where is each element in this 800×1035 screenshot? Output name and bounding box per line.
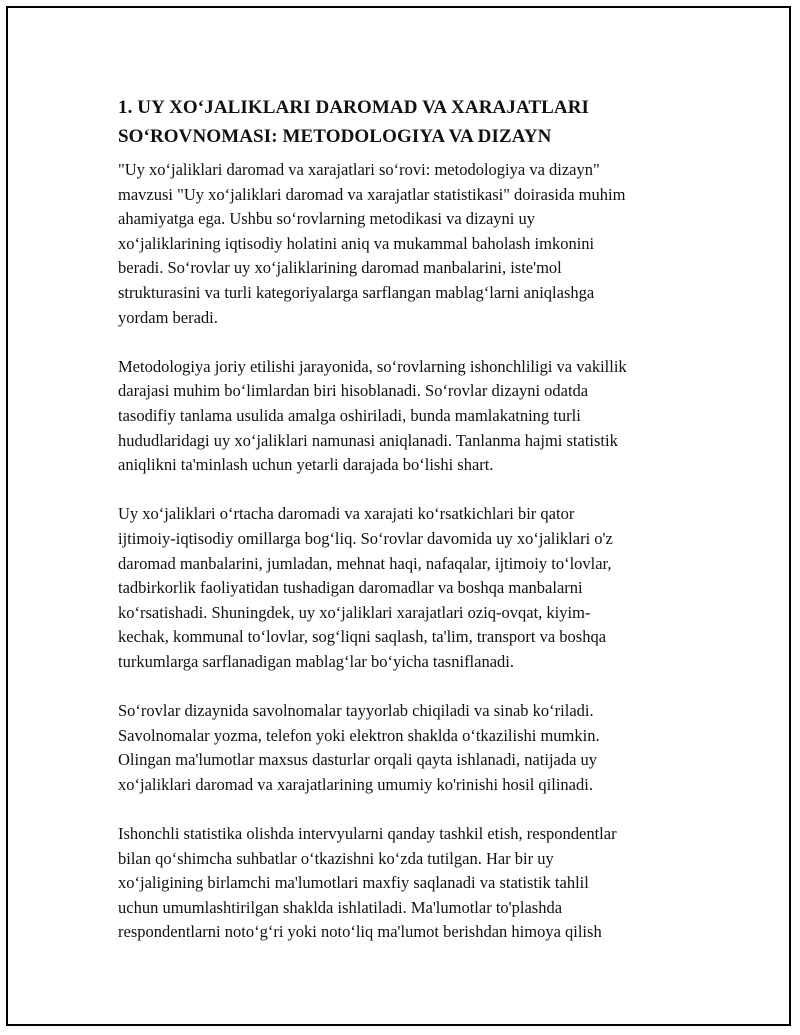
document-title [118,93,690,151]
text-line: tadbirkorlik faoliyatidan tushadigan daromadlar va boshqa manbalarni [118,578,583,598]
text-line: darajasi muhim bo‘limlardan biri hisoblanadi. So‘rovlar dizayni odatda [118,381,589,401]
text-line: Ishonchli statistika olishda intervyularni qanday tashkil etish, respondentlar [118,824,617,844]
text-line: kechak, kommunal to‘lovlar, sog‘liqni saqlash, ta'lim, transport va boshqa [118,627,607,647]
paragraph-5 [118,822,690,945]
text-line: xo‘jaligining birlamchi ma'lumotlari maxfiy saqlanadi va statistik tahlil [118,873,589,893]
text-line: ahamiyatga ega. Ushbu so‘rovlarning metodikasi va dizayni uy [118,209,535,229]
text-line: xo‘jaliklari daromad va xarajatlarining umumiy ko'rinishi hosil qilinadi. [118,774,593,794]
text-line: ijtimoiy-iqtisodiy omillarga bog‘liq. So‘rovlar davomida uy xo‘jaliklari o'z [118,528,613,548]
text-line: ko‘rsatishadi. Shuningdek, uy xo‘jaliklari xarajatlari oziq-ovqat, kiyim- [118,602,591,622]
text-line: hududlaridagi uy xo‘jaliklari namunasi aniqlanadi. Tanlanma hajmi statistik [118,430,618,450]
title-line-1: 1. UY XO‘JALIKLARI DAROMAD VA XARAJATLARI [118,97,590,118]
document-body [118,93,690,970]
text-line: tasodifiy tanlama usulida amalga oshiriladi, bunda mamlakatning turli [118,405,581,425]
text-line: bilan qo‘shimcha suhbatlar o‘tkazishni ko‘zda tutilgan. Har bir uy [118,848,554,868]
paragraph-3 [118,502,690,674]
text-line: aniqlikni ta'minlash uchun yetarli darajada bo‘lishi shart. [118,455,494,475]
text-line: uchun umumlashtirilgan shaklda ishlatiladi. Ma'lumotlar to'plashda [118,897,563,917]
text-line: Metodologiya joriy etilishi jarayonida, so‘rovlarning ishonchliligi va vakillik [118,356,627,376]
text-line: yordam beradi. [118,307,218,327]
text-line: xo‘jaliklarining iqtisodiy holatini aniq va mukammal baholash imkonini [118,233,595,253]
text-line: daromad manbalarini, jumladan, mehnat haqi, nafaqalar, ijtimoiy to‘lovlar, [118,553,612,573]
text-line: Uy xo‘jaliklari o‘rtacha daromadi va xarajati ko‘rsatkichlari bir qator [118,504,575,524]
paragraph-4 [118,699,690,797]
text-line: respondentlarni noto‘g‘ri yoki noto‘liq ma'lumot berishdan himoya qilish [118,922,602,942]
text-line: beradi. So‘rovlar uy xo‘jaliklarining daromad manbalarini, iste'mol [118,258,562,278]
paragraph-1 [118,158,690,330]
text-line: strukturasini va turli kategoriyalarga sarflangan mablag‘larni aniqlashga [118,282,595,302]
paragraph-2 [118,355,690,478]
title-line-2: SO‘ROVNOMASI: METODOLOGIYA VA DIZAYN [118,126,552,147]
text-line: Savolnomalar yozma, telefon yoki elektron shaklda o‘tkazilishi mumkin. [118,725,600,745]
text-line: So‘rovlar dizaynida savolnomalar tayyorlab chiqiladi va sinab ko‘riladi. [118,701,594,721]
text-line: turkumlarga sarflanadigan mablag‘lar bo‘yicha tasniflanadi. [118,651,514,671]
text-line: Olingan ma'lumotlar maxsus dasturlar orqali qayta ishlanadi, natijada uy [118,750,598,770]
text-line: "Uy xo‘jaliklari daromad va xarajatlari so‘rovi: metodologiya va dizayn" [118,160,600,179]
text-line: mavzusi "Uy xo‘jaliklari daromad va xarajatlar statistikasi" doirasida muhim [118,184,626,204]
